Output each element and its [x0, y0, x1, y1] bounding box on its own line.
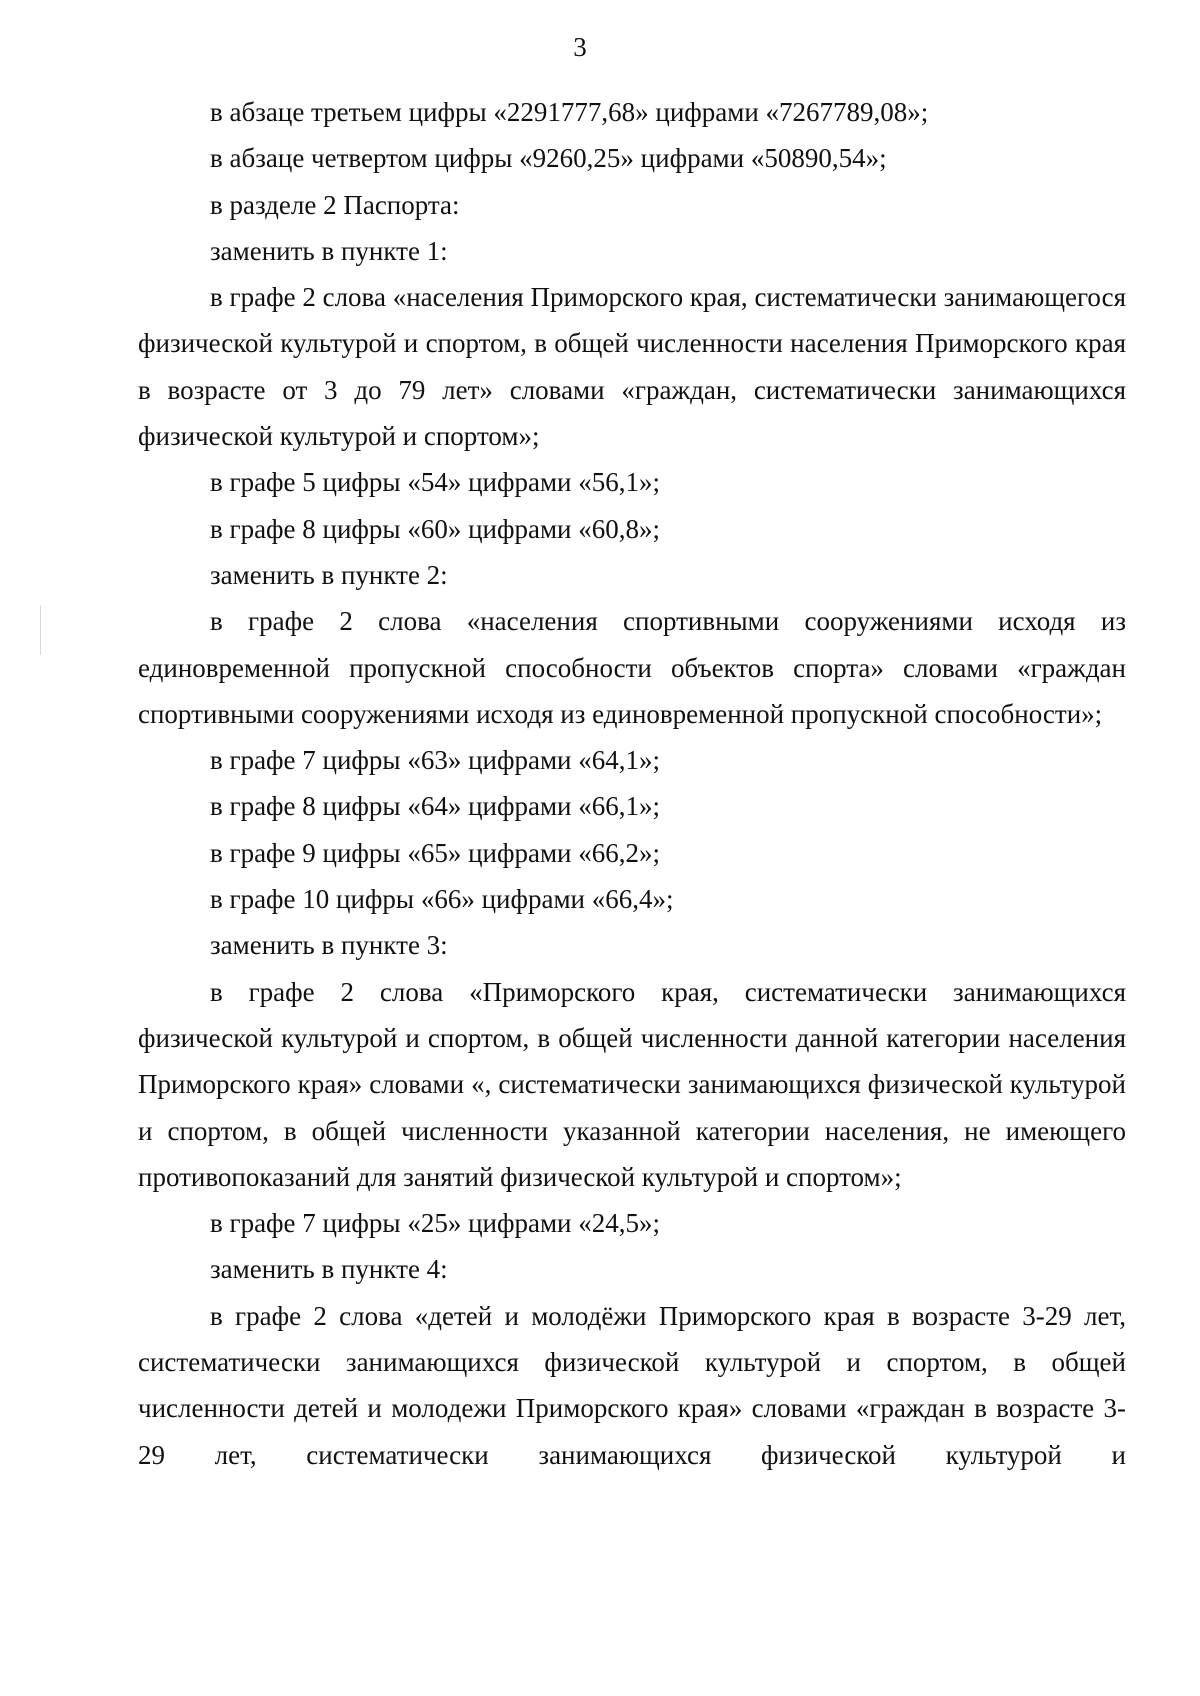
- document-body: [138, 89, 1126, 1478]
- paragraph-item-2-column-8: в графе 8 цифры «64» цифрами «66,1»;: [210, 791, 660, 822]
- paragraph-item-2-heading: заменить в пункте 2:: [210, 559, 448, 590]
- paragraph-item-1-column-2: в графе 2 слова «населения Приморского края, систематически занимающегося физической культурой и спортом, в общей численности населения Приморского края в возрасте от 3 до 79 лет» словами «граждан, систематически занимающихся физической культурой и спортом»;: [138, 282, 1126, 452]
- paragraph-amend-third: в абзаце третьем цифры «2291777,68» цифрами «7267789,08»;: [210, 97, 929, 127]
- paragraph-item-2-column-9: в графе 9 цифры «65» цифрами «66,2»;: [210, 837, 660, 868]
- paragraph-amend-fourth: в абзаце четвертом цифры «9260,25» цифрами «50890,54»;: [210, 143, 887, 174]
- paragraph-item-4-heading: заменить в пункте 4:: [210, 1254, 448, 1285]
- page-number: 3: [573, 32, 587, 62]
- paragraph-item-2-column-7: в графе 7 цифры «63» цифрами «64,1»;: [210, 745, 660, 776]
- paragraph-item-3-column-2: в графе 2 слова «Приморского края, систематически занимающихся физической культурой и спортом, в общей численности данной категории населения Приморского края» словами «, систематически занимающихся физической культурой и спортом, в общей численности указанной категории населения, не имеющего противопоказаний для занятий физической культурой и спортом»;: [138, 976, 1126, 1192]
- paragraph-item-1-column-5: в графе 5 цифры «54» цифрами «56,1»;: [210, 467, 660, 498]
- paragraph-item-2-column-2: в графе 2 слова «населения спортивными сооружениями исходя из единовременной пропускной способности объектов спорта» словами «граждан спортивными сооружениями исходя из единовременной пропускной способности»;: [138, 606, 1126, 729]
- paragraph-item-2-column-10: в графе 10 цифры «66» цифрами «66,4»;: [210, 884, 674, 915]
- paragraph-item-1-column-8: в графе 8 цифры «60» цифрами «60,8»;: [210, 513, 660, 544]
- paragraph-item-4-column-2: в графе 2 слова «детей и молодёжи Приморского края в возрасте 3-29 лет, систематически занимающихся физической культурой и спортом, в общей численности детей и молодежи Приморского края» словами «граждан в возрасте 3-29 лет, систематически занимающихся физической культурой и: [138, 1300, 1126, 1470]
- paragraph-section-2: в разделе 2 Паспорта:: [210, 189, 460, 220]
- paragraph-item-3-heading: заменить в пункте 3:: [210, 930, 448, 961]
- paragraph-item-1-heading: заменить в пункте 1:: [210, 235, 448, 266]
- scan-margin-mark: [40, 605, 41, 655]
- paragraph-item-3-column-7: в графе 7 цифры «25» цифрами «24,5»;: [210, 1208, 660, 1239]
